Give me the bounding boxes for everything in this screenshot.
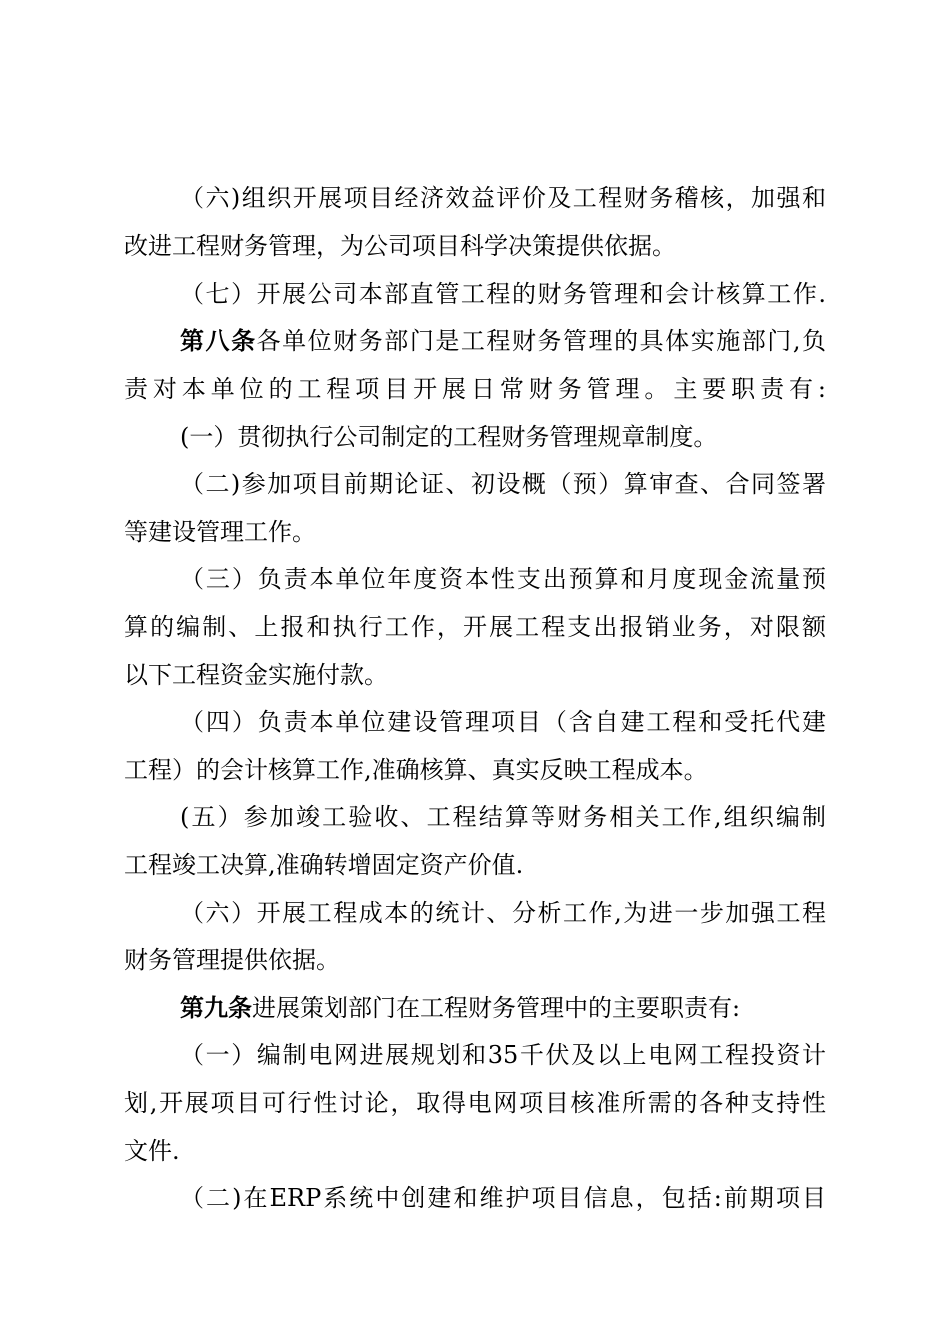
paragraph-line — [124, 610, 826, 644]
paragraph-line — [124, 372, 826, 406]
line-text: 文件. — [124, 1137, 180, 1165]
paragraph-line — [124, 848, 826, 882]
line-text: （一）编制电网进展规划和35千伏及以上电网工程投资计 — [180, 1041, 826, 1069]
paragraph-line — [124, 1086, 826, 1120]
line-text: 改进工程财务管理，为公司项目科学决策提供依据。 — [124, 232, 676, 260]
article-number: 第九条 — [180, 993, 252, 1022]
article-heading-line — [124, 991, 826, 1025]
paragraph-line — [124, 467, 826, 501]
line-text: （七）开展公司本部直管工程的财务管理和会计核算工作. — [180, 280, 826, 308]
paragraph-line — [124, 277, 826, 311]
paragraph-line — [124, 1038, 826, 1072]
paragraph-line — [124, 658, 826, 692]
article-number: 第八条 — [180, 326, 257, 355]
paragraph-line — [124, 800, 826, 834]
line-text: 责对本单位的工程项目开展日常财务管理。主要职责有: — [124, 375, 826, 403]
paragraph-line — [124, 1181, 826, 1215]
line-text: （六)组织开展项目经济效益评价及工程财务稽核，加强和 — [180, 184, 826, 212]
line-text: （四）负责本单位建设管理项目（含自建工程和受托代建 — [180, 708, 826, 736]
line-text: （二)在ERP系统中创建和维护项目信息，包括:前期项目 — [180, 1184, 826, 1212]
paragraph-line — [124, 896, 826, 930]
paragraph-line — [124, 1134, 826, 1168]
paragraph-line — [124, 181, 826, 215]
line-text: （二)参加项目前期论证、初设概（预）算审查、合同签署 — [180, 470, 826, 498]
line-text: 以下工程资金实施付款。 — [124, 661, 388, 689]
line-text: 等建设管理工作。 — [124, 518, 316, 546]
line-text: (一）贯彻执行公司制定的工程财务管理规章制度。 — [180, 423, 718, 451]
line-text: 财务管理提供依据。 — [124, 946, 340, 974]
paragraph-line — [124, 753, 826, 787]
paragraph-line — [124, 515, 826, 549]
line-text: 划,开展项目可行性讨论，取得电网项目核准所需的各种支持性 — [124, 1089, 826, 1117]
paragraph-line — [124, 705, 826, 739]
line-text: （三）负责本单位年度资本性支出预算和月度现金流量预 — [180, 565, 826, 593]
line-text: 进展策划部门在工程财务管理中的主要职责有: — [252, 994, 741, 1022]
line-text: 算的编制、上报和执行工作，开展工程支出报销业务，对限额 — [124, 613, 826, 641]
article-heading-line — [124, 324, 826, 358]
line-text: 工程竣工决算,准确转增固定资产价值. — [124, 851, 524, 879]
paragraph-line — [124, 562, 826, 596]
paragraph-line — [124, 229, 826, 263]
paragraph-line — [124, 943, 826, 977]
line-text: （六）开展工程成本的统计、分析工作,为进一步加强工程 — [180, 899, 826, 927]
line-text: 工程）的会计核算工作,准确核算、真实反映工程成本。 — [124, 756, 708, 784]
line-text: 各单位财务部门是工程财务管理的具体实施部门,负 — [256, 327, 826, 355]
paragraph-line — [124, 420, 826, 454]
line-text: (五）参加竣工验收、工程结算等财务相关工作,组织编制 — [180, 803, 826, 831]
